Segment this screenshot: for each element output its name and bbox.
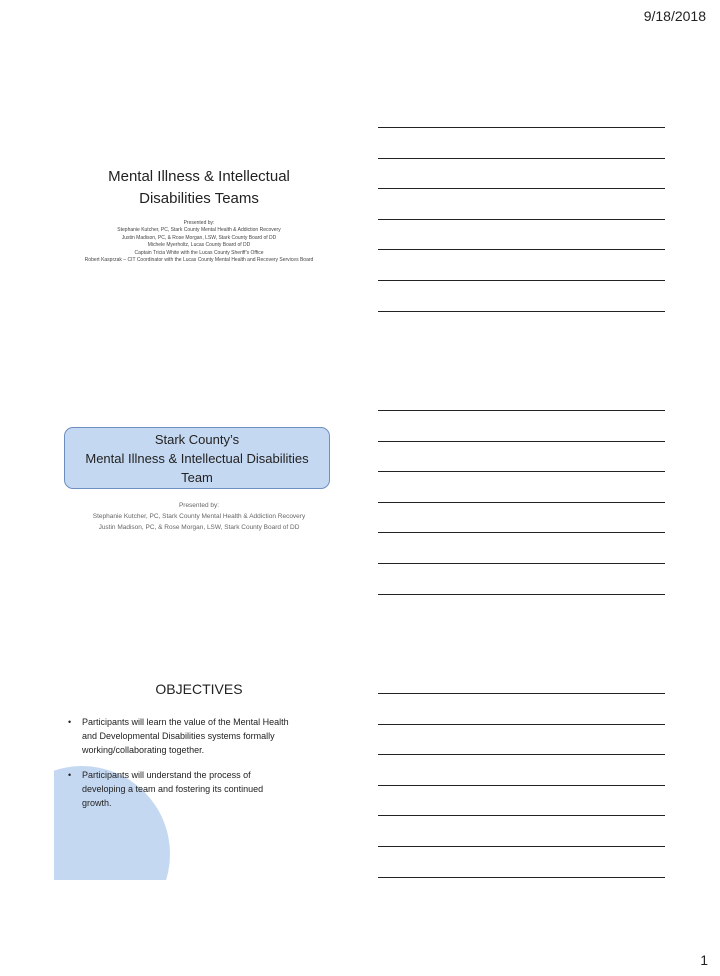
note-line (378, 188, 665, 189)
credit-line: Stephanie Kutcher, PC, Stark County Mental Health & Addiction Recovery (92, 513, 306, 520)
list-item-line: working/collaborating together. (82, 745, 205, 755)
note-line (378, 502, 665, 503)
list-item-line: Participants will understand the process of (82, 770, 251, 780)
note-line (378, 311, 665, 312)
note-line (378, 846, 665, 847)
slide-2 (54, 388, 344, 606)
list-item-line: growth. (82, 798, 112, 808)
objectives-list (68, 715, 344, 821)
slide-2-title-line: Stark County’s (154, 432, 240, 447)
note-line (378, 280, 665, 281)
note-line (378, 249, 665, 250)
page-number: 1 (700, 952, 708, 968)
note-line (378, 158, 665, 159)
note-line (378, 594, 665, 595)
slide-1-title-line: Mental Illness & Intellectual (108, 168, 290, 185)
note-line (378, 815, 665, 816)
slide-1-credits (54, 220, 344, 264)
list-item-line: and Developmental Disabilities systems formally (82, 731, 275, 741)
slide-1 (54, 100, 344, 318)
slide-3-title: OBJECTIVES (155, 681, 243, 697)
list-item-line: Participants will learn the value of the Mental Health (82, 717, 289, 727)
bullet-icon: • (68, 717, 72, 727)
credit-line: Justin Madison, PC, & Rose Morgan, LSW, Stark County Board of DD (121, 234, 277, 241)
credit-line: Presented by: (178, 502, 220, 509)
note-line (378, 754, 665, 755)
note-line (378, 785, 665, 786)
list-item (68, 715, 344, 757)
print-date: 9/18/2018 (643, 8, 706, 24)
note-line (378, 877, 665, 878)
note-line (378, 441, 665, 442)
slide-2-credits (54, 500, 344, 533)
credit-line: Presented by: (183, 220, 215, 226)
slide-3 (54, 664, 344, 880)
slide-2-title-line: Mental Illness & Intellectual Disabilities (85, 451, 309, 466)
credit-line: Stephanie Kutcher, PC, Stark County Mental Health & Addiction Recovery (117, 227, 281, 234)
slide-1-title-line: Disabilities Teams (139, 190, 259, 207)
note-line (378, 724, 665, 725)
note-line (378, 563, 665, 564)
credit-line: Justin Madison, PC, & Rose Morgan, LSW, Stark County Board of DD (98, 524, 300, 531)
credit-line: Captain Tricia White with the Lucas County Sheriff’s Office (134, 249, 264, 256)
list-item-line: developing a team and fostering its continued (82, 784, 264, 794)
note-line (378, 410, 665, 411)
note-line (378, 693, 665, 694)
credit-line: Robert Kasprzak – CIT Coordinator with the Lucas County Mental Health and Recovery Services Board (84, 257, 314, 264)
note-line (378, 471, 665, 472)
note-line (378, 219, 665, 220)
list-item (68, 768, 344, 810)
bullet-icon: • (68, 770, 72, 780)
note-line (378, 127, 665, 128)
slide-1-title (54, 166, 344, 210)
slide-2-title-line: Team (181, 470, 213, 485)
note-line (378, 532, 665, 533)
slide-2-title-box (64, 427, 330, 489)
credit-line: Michele Myerholtz, Lucas County Board of DD (147, 242, 251, 249)
